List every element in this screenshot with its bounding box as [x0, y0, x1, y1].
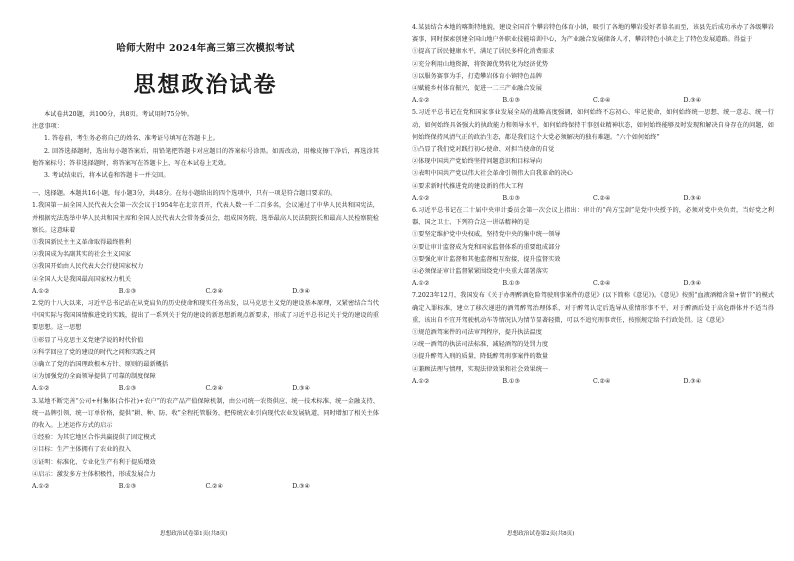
choice-b: B.①③ [118, 483, 137, 491]
option-item: ③表明中国共产党以伟大社会革命引领伟大自我革命的决心 [412, 170, 573, 178]
exam-title: 思想政治试卷 [133, 72, 278, 98]
question-5: 5.习近平总书记在党和国家事业发展全局的战略高度强调，如何始终不忘初心、牢记使命，如何始终统一思想、统一意志、统一行动，如何始终具备强大的执政能力和领导水平，如何始终保持干事创业精神状态，如何始终能够及时发现和解决自身存在的问题，如何始终保持风清气正的政治生态，都是我们这个大党必须解决的独有难题。“六个如何始终” [412, 109, 774, 141]
choice-d: D.③④ [292, 385, 311, 393]
option-item: ②目标：生产主体拥有了农业的投入 [32, 446, 131, 454]
option-item: ④为加强党的全面领导提供了可靠的制度保障 [32, 373, 156, 381]
choice-d: D.③④ [292, 483, 311, 491]
answer-choices [32, 481, 379, 493]
option-item: ①规范酒驾案件的司法审判程序，提升执法温度 [412, 329, 542, 337]
notes-title: 注意事项： [32, 123, 63, 131]
section-heading: 一、选择题。本题共16小题，每小题3分，共48分。在每小题给出的四个选项中，只有一项是符合题目要求的。 [32, 190, 337, 198]
question-4: 4.某县结合本地的喀斯特地貌，建设全国首个攀岩特色体育小镇，吸引了各地的攀岩爱好者慕名而至，该县先后成功承办了各级攀岩赛事，同时探索创建全国山地户外职业技能培训中心，为产业融合发展储备人才，攀岩特色小镇走上了特色发展道路。得益于 [412, 24, 774, 44]
choice-b: B.①③ [502, 377, 521, 385]
option-item: ③确立了党的治国理政根本方针、原则的最新概括 [32, 361, 169, 369]
option-item: ④全国人大是我国最高国家权力机关 [32, 275, 131, 283]
choice-c: C.②④ [593, 194, 611, 202]
option-item: ②科学回应了党的建设的时代之问和实践之问 [32, 348, 156, 356]
choice-a: A.①② [412, 194, 430, 202]
choice-b: B.①③ [118, 287, 137, 295]
option-item: ①提高了居民健康水平，满足了居民多样化消费需求 [412, 48, 555, 56]
option-item: ②体现中国共产党始终坚持问题意识和目标导向 [412, 158, 542, 166]
choice-b: B.①③ [502, 280, 521, 288]
question-2: 2.党的十八大以来，习近平总书记站在从党肩负的历史使命和现实任务出发，以马克思主义党的建设基本原理，又紧密结合当代中国实际与我国国情推进党的实践，提出了一系列关于党的建设的新思想新观点新要求，形成了习近平总书记关于党的建设的重要思想。这一思想 [32, 300, 379, 332]
choice-b: B.①③ [502, 97, 521, 105]
answer-choices [412, 193, 774, 205]
option-item: ③以服务赛事为手，打造攀岩体育小镇特色品牌 [412, 72, 542, 80]
exam-intro: 本试卷共20题，共100分，共8页。考试用时75分钟。 [44, 111, 194, 118]
page-footer: 思想政治试卷第2页(共8页) [507, 531, 575, 537]
question-6: 6.习近平总书记在二十届中央审计委员会第一次会议上指出：审计的“尚方宝剑”是党中央授予的，必须对党中央负责，当好党之利器、国之卫士、下列符合这一讲话精神的是 [412, 207, 774, 227]
question-1: 1.我国第一届全国人民代表大会第一次会议于1954年在北京召开，代表人数一千二百多名，会议通过了中华人民共和国宪法，并根据宪法选举中华人民共和国主席和全国人民代表大会常务委员会，组成国务院，选举最高人民法院院长和最高人民检察院检察长。这意味着 [32, 202, 379, 234]
option-item: ①彰显了马克思主义党建学说的时代价值 [32, 336, 144, 344]
option-item: ①凸显了我们党对践行初心使命、对担当使命的自觉 [412, 146, 555, 154]
choice-a: A.①② [32, 385, 50, 393]
page-footer: 思想政治试卷第1页(共8页) [160, 531, 228, 537]
option-item: ④要求新时代推进党的建设新的伟大工程 [412, 182, 524, 190]
choice-d: D.③④ [683, 377, 702, 385]
option-item: ③我国开始由人民代表大会行使国家权力 [32, 263, 144, 271]
note-item: 1. 答卷前，考生务必将自己的姓名、准考证号填写在答题卡上。 [44, 135, 219, 143]
option-item: ①我国新民主主义革命取得最终胜利 [32, 239, 131, 247]
option-item: ④启示：激发多方主体积极性，形成发展合力 [32, 470, 156, 478]
page-2-column [397, 0, 794, 561]
choice-a: A.①② [32, 287, 50, 295]
option-item: ①经验：为其它地区合作共赢提供了固定模式 [32, 434, 156, 442]
choice-a: A.①② [412, 377, 430, 385]
option-item: ④赋能乡村体育振兴，促进一二三产业融合发展 [412, 85, 542, 93]
note-item: 3. 考试结束后，将本试卷和答题卡一并交回。 [44, 172, 170, 180]
choice-c: C.②④ [205, 385, 224, 393]
choice-c: C.②④ [593, 97, 611, 105]
choice-b: B.①③ [118, 385, 137, 393]
choice-d: D.③④ [292, 287, 311, 295]
choice-c: C.②④ [205, 287, 224, 295]
answer-choices [32, 383, 379, 395]
choice-a: A.①② [32, 483, 50, 491]
option-item: ②统一酒驾的执法司法标准，减轻酒驾的处罚力度 [412, 341, 549, 349]
choice-c: C.②④ [205, 483, 224, 491]
answer-choices [32, 286, 379, 298]
question-7: 7.2023年12月，我国发布《关于办理醉酒危险驾驶刑事案件的意见》(以下简称《意见》)。《意见》按照“血液酒精含量+情节”的模式确定入罪标准，建立了移次递进的酒驾醉驾治理体系，对于醉驾认定后选导从重情形事不平，对于醉酒后处于高危群体并不适当得重，该出自不宜开驾驶机动车等情况认为情节显著轻微，可以不追究刑事责任，按照规定给予行政处罚。这《意见》 [412, 292, 774, 324]
question-3: 3.某地不断完善“公司+村集体(合作社)+农户”的农产品产值保障机制，由公司统一农资供应、统一技术标准、统一金融支持、统一品牌引领，统一订单价格，提供“耕、种、防、收”全程托管服务，把传统农业引向现代农业发展轨道，同时增加了相关主体的收入。上述运作方式的启示 [32, 397, 379, 430]
choice-c: C.②④ [593, 377, 611, 385]
note-item: 2. 回答选择题时，选出每小题答案后，用铅笔把答题卡对应题目的答案标号涂黑。如需改动，用橡皮擦干净后，再选涂其他答案标号；答非选择题时，将答案写在答题卡上，写在本试卷上无效。 [32, 147, 379, 167]
choice-c: C.②④ [593, 280, 611, 288]
answer-choices [412, 278, 774, 290]
option-item: ③证明：标准化、专业化生产有利于提质增效 [32, 458, 156, 466]
answer-choices [412, 376, 774, 388]
choice-d: D.③④ [683, 280, 702, 288]
option-item: ③要强化审计监督和其他监督相互衔接，提升监督实效 [412, 255, 561, 263]
choice-d: D.③④ [683, 97, 702, 105]
choice-d: D.③④ [683, 194, 702, 202]
choice-a: A.①② [412, 280, 430, 288]
option-item: ④必须保证审计监督紧紧围绕党中央重大部署落实 [412, 268, 549, 276]
choice-b: B.①③ [502, 194, 521, 202]
option-item: ③提升醉驾入刑的质量，降低醉驾刑事案件的数量 [412, 353, 549, 361]
option-item: ①要坚定维护党中央权威，坚持党中央的集中统一领导 [412, 231, 561, 239]
answer-choices [412, 95, 774, 107]
option-item: ②充分利用山地资源，将资源优势转化为经济优势 [412, 60, 549, 68]
choice-a: A.①② [412, 97, 430, 105]
option-item: ②我国成为名副其实的社会主义国家 [32, 251, 131, 259]
option-item: ②要让审计监督成为党和国家监督体系的重要组成部分 [412, 243, 561, 251]
exam-header: 哈师大附中 2024年高三第三次模拟考试 [116, 43, 295, 54]
option-item: ④兼顾法理与情理，实现法律效果和社会效果统一 [412, 365, 549, 373]
